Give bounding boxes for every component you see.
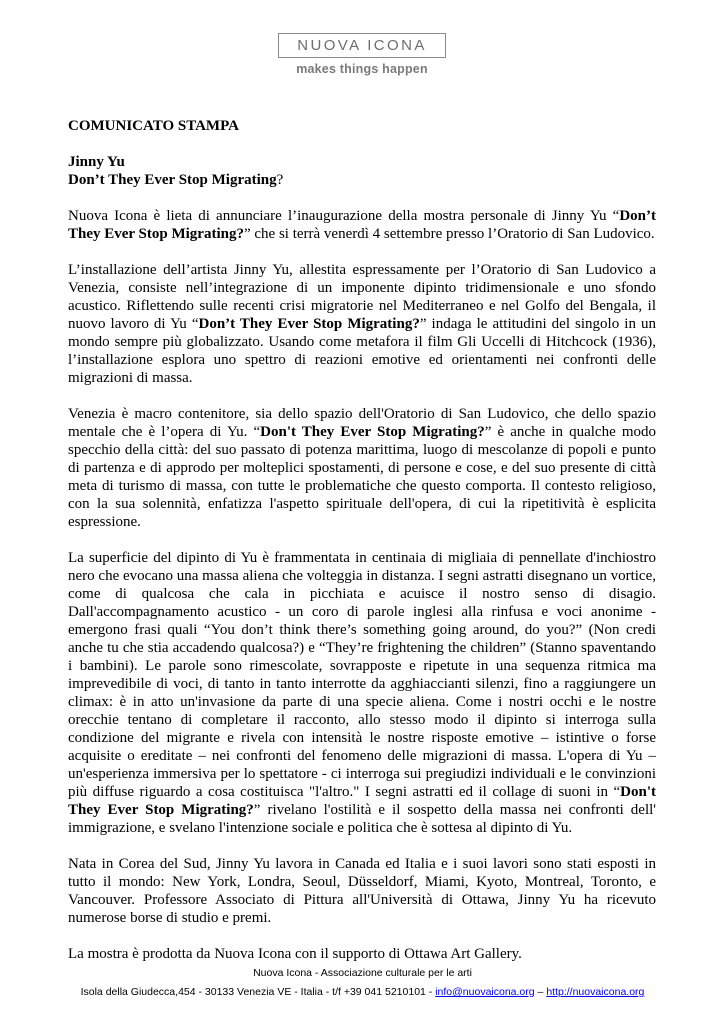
exhibition-title-tail: ? [276,172,284,188]
logo-tagline: makes things happen [296,62,428,76]
exhibition-title: Don’t They Ever Stop Migrating [68,172,277,188]
footer-organization: Nuova Icona - Associazione culturale per le arti [253,967,472,979]
p2-title: Don’t They Ever Stop Migrating? [198,316,420,332]
artist-name: Jinny Yu [68,154,125,170]
p4-text-c: ” rivelano l'ostilità e il sospetto della massa nei confronti dell' immigrazione, e svelano l'intenzione sociale e politica che è sottesa al dipinto di Yu. [68,802,656,836]
document-heading: COMUNICATO STAMPA [68,118,239,134]
paragraph-venezia [68,405,656,531]
p3-text-a: Venezia è macro contenitore, sia dello spazio dell'Oratorio di San Ludovico, che dello spazio mentale che è l’opera di Yu. “ [68,406,656,440]
footer-email-link[interactable]: info@nuovaicona.org [435,986,535,998]
title-block [68,153,656,189]
logo-box [278,33,446,58]
footer-contact [0,984,725,1000]
paragraph-announcement [68,207,656,243]
paragraph-installation [68,261,656,387]
p4-title: Don't They Ever Stop Migrating? [68,784,656,818]
p2-text-c: ” indaga le attitudini del singolo in un mondo sempre più globalizzato. Usando come metafora il film Gli Uccelli di Hitchcock (1936), l’installazione esplora uno spettro di reazioni emotive ed orientamenti nei confronti delle migrazioni di massa. [68,316,657,386]
footer-website-link[interactable]: http://nuovaicona.org [546,986,645,998]
paragraph-biography: Nata in Corea del Sud, Jinny Yu lavora in Canada ed Italia e i suoi lavori sono stati esposti in tutto il mondo: New York, Londra, Seoul, Düsseldorf, Miami, Kyoto, Montreal, Toronto, e Vancouver. Professore Associato di Pittura all'Università di Ottawa, Jinny Yu ha ricevuto numerose borse di studio e premi. [68,856,656,926]
p1-text-c: ” che si terrà venerdì 4 settembre presso l’Oratorio di San Ludovico. [243,226,655,242]
p1-title: Don’t They Ever Stop Migrating? [68,208,656,242]
p3-text-c: ” è anche in qualche modo specchio della città: del suo passato di potenza marittima, luogo di mescolanze di popoli e punto di partenza e di approdo per molteplici spostamenti, di persone e cose, e del suo presente di città meta di turismo di massa, con tutte le problematiche che questo comporta. Il contesto religioso, con la sua solennità, enfatizza l'aspetto spirituale dell'opera, di cui la ripetitività è esplicita espressione. [68,424,656,530]
footer [0,965,725,1000]
logo-name: NUOVA ICONA [297,37,427,54]
p3-title: Don't They Ever Stop Migrating? [260,424,485,440]
footer-separator: – [534,986,547,998]
footer-address: Isola della Giudecca,454 - 30133 Venezia VE - Italia - t/f +39 041 5210101 - [80,986,436,998]
paragraph-production: La mostra è prodotta da Nuova Icona con il supporto di Ottawa Art Gallery. [68,946,522,962]
press-release-body [68,117,656,981]
p4-text-a: La superficie del dipinto di Yu è frammentata in centinaia di migliaia di pennellate d'inchiostro nero che evocano una massa aliena che volteggia in distanza. I segni astratti disegnano un vortice, come di qualcosa che cala in picchiata e acuisce il nostro senso di disagio. Dall'accompagnamento acustico - un coro di parole inglesi alla rinfusa e voci anonime - emergono frasi quali “You don’t think there’s something going around, do you?” (Non credi anche tu che stia accadendo qualcosa?) e “They’re frightening the children” (Stanno spaventando i bambini). Le parole sono rimescolate, sovrapposte e ripetute in una sequenza ritmica ma imprevedibile di voci, di tanto in tanto interrotte da agghiaccianti silenzi, fino a raggiungere un climax: è in atto un'invasione da parte di una specie aliena. Come i nostri occhi e le nostre orecchie tentano di completare il racconto, allo stesso modo il dipinto si interroga sulla condizione del migrante e rivela con intensità le nostre risposte emotive – istintive o forse acquisite o ereditate – nei confronti del fenomeno delle migrazioni di massa. L'opera di Yu – un'esperienza immersiva per lo spettatore - ci interroga sui pregiudizi individuali e le convinzioni più diffuse riguardo a cosa costituisca "l'altro." I segni astratti ed il collage di suoni in “ [68,550,656,800]
paragraph-painting [68,549,656,837]
p2-text-a: L’installazione dell’artista Jinny Yu, allestita espressamente per l’Oratorio di San Ludovico a Venezia, consiste nell’integrazione di un imponente dipinto tridimensionale e uno sfondo acustico. Riflettendo sulle recenti crisi migratorie nel Mediterraneo e nel Golfo del Bengala, il nuovo lavoro di Yu “ [68,262,656,332]
p1-text-a: Nuova Icona è lieta di annunciare l’inaugurazione della mostra personale di Jinny Yu “ [68,208,620,224]
